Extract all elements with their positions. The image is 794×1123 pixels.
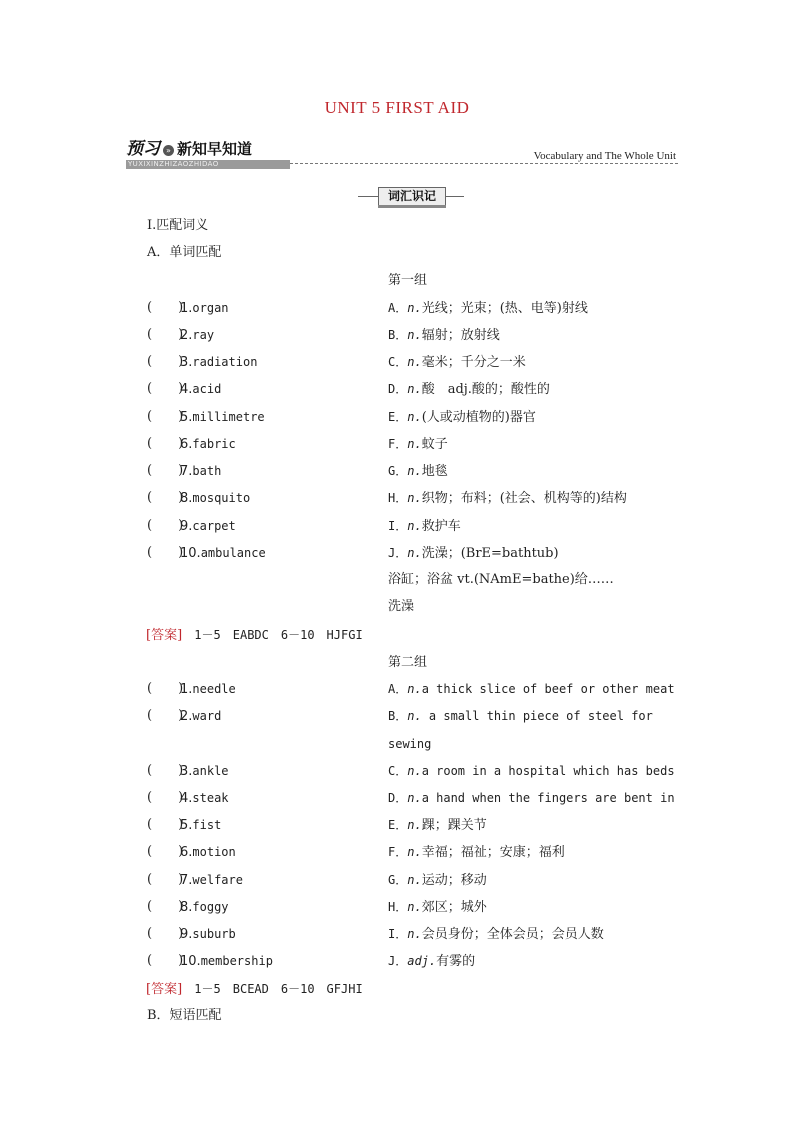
- vocab-word: [180, 300, 229, 317]
- part-of-speech: n.: [407, 818, 422, 832]
- list-item: [0, 899, 794, 917]
- banner-sub-label: 新知早知道: [177, 140, 253, 158]
- definition-text: 洗澡；(BrE=bathtub): [421, 546, 559, 561]
- list-item: [0, 300, 794, 318]
- vocab-word: [180, 463, 221, 480]
- word-text: suburb: [192, 927, 236, 941]
- word-text: ray: [192, 328, 215, 342]
- answer-blank[interactable]: ( ): [147, 463, 184, 478]
- word-text: welfare: [192, 873, 243, 887]
- item-number: 2.: [180, 328, 193, 343]
- part-of-speech: n.: [407, 328, 422, 342]
- list-item: [0, 844, 794, 862]
- item-number: 5.: [180, 818, 193, 833]
- definition-letter: D．: [388, 382, 408, 396]
- word-text: organ: [192, 301, 229, 315]
- definition-text: a room in a hospital which has beds: [421, 764, 675, 778]
- definition-letter: A．: [388, 682, 408, 696]
- vocab-word: [180, 545, 266, 562]
- definition-text: 踝；踝关节: [421, 818, 487, 833]
- vocab-word: [180, 899, 229, 916]
- part-of-speech: n.: [407, 682, 422, 696]
- vocab-word: [180, 381, 221, 398]
- answer-blank[interactable]: ( ): [147, 409, 184, 424]
- definition: [388, 681, 675, 698]
- badge-shadow: [378, 205, 446, 208]
- answer-blank[interactable]: ( ): [147, 545, 184, 560]
- item-number: 10.: [180, 546, 201, 561]
- part-of-speech: n.: [407, 410, 422, 424]
- word-text: fist: [192, 818, 222, 832]
- answer-blank[interactable]: ( ): [147, 518, 184, 533]
- definition-letter: H．: [388, 491, 408, 505]
- definition-letter: B．: [388, 709, 408, 723]
- part-of-speech: n.: [407, 301, 422, 315]
- item-number: 9.: [180, 519, 193, 534]
- vocab-word: [180, 817, 221, 834]
- definition: [388, 436, 448, 453]
- vocab-word: [180, 763, 229, 780]
- answer-blank[interactable]: ( ): [147, 327, 184, 342]
- item-number: 8.: [180, 900, 193, 915]
- part-of-speech: n.: [407, 437, 422, 451]
- vocab-word: [180, 518, 236, 535]
- group2-def-continuation: sewing: [388, 737, 432, 751]
- answer-blank[interactable]: ( ): [147, 953, 184, 968]
- definition-letter: J．: [388, 954, 408, 968]
- definition: [388, 926, 604, 943]
- answer-blank[interactable]: ( ): [147, 354, 184, 369]
- word-text: ward: [192, 709, 222, 723]
- answer-label: [答案]: [146, 982, 183, 997]
- answer-blank[interactable]: ( ): [147, 708, 184, 723]
- word-text: motion: [192, 845, 236, 859]
- part-of-speech: n.: [407, 791, 422, 805]
- list-item: [0, 545, 794, 563]
- chevron-right-icon: »: [163, 145, 174, 156]
- item-number: 7.: [180, 464, 193, 479]
- answer-blank[interactable]: ( ): [147, 817, 184, 832]
- definition-text: a small thin piece of steel for: [421, 709, 653, 723]
- definition-text: 地毯: [421, 464, 448, 479]
- word-text: membership: [200, 954, 273, 968]
- definition-text: 郊区；城外: [421, 900, 487, 915]
- definition-letter: G．: [388, 873, 408, 887]
- list-item: [0, 790, 794, 808]
- definition: [388, 763, 675, 780]
- part-heading-b: B．短语匹配: [147, 1008, 222, 1023]
- answer-blank[interactable]: ( ): [147, 790, 184, 805]
- word-text: mosquito: [192, 491, 251, 505]
- answer-blank[interactable]: ( ): [147, 872, 184, 887]
- list-item: [0, 763, 794, 781]
- definition-text: 救护车: [421, 519, 461, 534]
- word-text: carpet: [192, 519, 236, 533]
- definition-text: (人或动植物的)器官: [421, 410, 536, 425]
- list-item: [0, 409, 794, 427]
- definition-letter: I．: [388, 927, 408, 941]
- section-badge: [358, 187, 464, 205]
- part-of-speech: n.: [407, 845, 422, 859]
- definition: [388, 953, 475, 970]
- word-text: needle: [192, 682, 236, 696]
- definition: [388, 545, 559, 562]
- answer-blank[interactable]: ( ): [147, 436, 184, 451]
- definition-letter: I．: [388, 519, 408, 533]
- definition: [388, 790, 675, 807]
- answer-blank[interactable]: ( ): [147, 300, 184, 315]
- item-number: 1.: [180, 301, 193, 316]
- item-number: 9.: [180, 927, 193, 942]
- part-heading-a: A．单词匹配: [147, 245, 222, 260]
- part-of-speech: n.: [407, 709, 422, 723]
- definition-letter: D．: [388, 791, 408, 805]
- vocab-word: [180, 490, 250, 507]
- vocab-word: [180, 953, 273, 970]
- definition: [388, 490, 627, 507]
- vocab-word: [180, 872, 243, 889]
- item-number: 2.: [180, 709, 193, 724]
- group1-def-continuation-1: 浴缸；浴盆 vt.(NAmE=bathe)给……: [388, 572, 614, 587]
- word-text: ambulance: [200, 546, 266, 560]
- banner-main-label: 预习: [126, 139, 160, 159]
- part-of-speech: n.: [407, 546, 422, 560]
- word-text: acid: [192, 382, 222, 396]
- answer-blank[interactable]: ( ): [147, 381, 184, 396]
- item-number: 4.: [180, 382, 193, 397]
- definition: [388, 872, 487, 889]
- word-text: fabric: [192, 437, 236, 451]
- item-number: 5.: [180, 410, 193, 425]
- banner-dashed-rule: [290, 163, 678, 164]
- definition-text: a thick slice of beef or other meat: [421, 682, 675, 696]
- item-number: 10.: [180, 954, 201, 969]
- part-of-speech: n.: [407, 355, 422, 369]
- item-number: 6.: [180, 845, 193, 860]
- definition: [388, 817, 487, 834]
- section-banner: [126, 138, 290, 170]
- part-of-speech: adj.: [407, 954, 437, 968]
- word-text: steak: [192, 791, 229, 805]
- definition: [388, 844, 565, 861]
- banner-right-caption: Vocabulary and The Whole Unit: [533, 150, 676, 162]
- answer-blank[interactable]: ( ): [147, 490, 184, 505]
- vocab-word: [180, 436, 236, 453]
- list-item: [0, 681, 794, 699]
- page-title: UNIT 5 FIRST AID: [324, 98, 470, 117]
- item-number: 8.: [180, 491, 193, 506]
- group-label-2: 第二组: [388, 655, 428, 670]
- vocab-word: [180, 926, 236, 943]
- list-item: [0, 926, 794, 944]
- definition: [388, 300, 588, 317]
- definition: [388, 409, 536, 426]
- list-item: [0, 518, 794, 536]
- vocab-word: [180, 708, 221, 725]
- list-item: [0, 436, 794, 454]
- list-item: [0, 327, 794, 345]
- definition-letter: A．: [388, 301, 408, 315]
- part-of-speech: n.: [407, 764, 422, 778]
- definition-letter: F．: [388, 437, 408, 451]
- group-label-1: 第一组: [388, 273, 428, 288]
- badge-label: 词汇识记: [378, 187, 446, 206]
- definition-letter: J．: [388, 546, 408, 560]
- item-number: 3.: [180, 355, 193, 370]
- definition-text: a hand when the fingers are bent in: [421, 791, 675, 805]
- part-of-speech: n.: [407, 464, 422, 478]
- definition-text: 蚊子: [421, 437, 448, 452]
- vocab-word: [180, 354, 257, 371]
- definition-letter: E．: [388, 410, 408, 424]
- part-of-speech: n.: [407, 900, 422, 914]
- definition-letter: C．: [388, 355, 408, 369]
- definition: [388, 381, 550, 398]
- word-text: ankle: [192, 764, 229, 778]
- definition-text: 织物；布料；(社会、机构等的)结构: [421, 491, 627, 506]
- definition-text: 幸福；福祉；安康；福利: [421, 845, 565, 860]
- definition-letter: F．: [388, 845, 408, 859]
- definition: [388, 463, 448, 480]
- vocab-word: [180, 844, 236, 861]
- item-number: 6.: [180, 437, 193, 452]
- answer-blank[interactable]: ( ): [147, 926, 184, 941]
- definition-letter: E．: [388, 818, 408, 832]
- definition-text: 辐射；放射线: [421, 328, 500, 343]
- part-of-speech: n.: [407, 927, 422, 941]
- vocab-word: [180, 681, 236, 698]
- word-text: bath: [192, 464, 222, 478]
- definition-text: 有雾的: [436, 954, 476, 969]
- definition-text: 光线；光束；(热、电等)射线: [421, 301, 588, 316]
- word-text: radiation: [192, 355, 258, 369]
- answer-blank[interactable]: ( ): [147, 844, 184, 859]
- word-text: millimetre: [192, 410, 265, 424]
- item-number: 1.: [180, 682, 193, 697]
- vocab-word: [180, 790, 229, 807]
- list-item: [0, 817, 794, 835]
- definition: [388, 708, 653, 725]
- answer-text: 1－5 BCEAD 6－10 GFJHI: [194, 982, 363, 996]
- answer-label: [答案]: [146, 628, 183, 643]
- definition-letter: G．: [388, 464, 408, 478]
- answer-blank[interactable]: ( ): [147, 681, 184, 696]
- definition: [388, 354, 526, 371]
- definition-text: 毫米；千分之一米: [421, 355, 526, 370]
- vocab-word: [180, 327, 214, 344]
- part-of-speech: n.: [407, 382, 422, 396]
- definition: [388, 899, 487, 916]
- part-of-speech: n.: [407, 873, 422, 887]
- list-item: [0, 872, 794, 890]
- part-of-speech: n.: [407, 491, 422, 505]
- part-of-speech: n.: [407, 519, 422, 533]
- answer-line-2: [146, 981, 363, 998]
- list-item: [0, 381, 794, 399]
- vocab-word: [180, 409, 265, 426]
- definition: [388, 518, 461, 535]
- definition: [388, 327, 500, 344]
- answer-line-1: [146, 627, 363, 644]
- answer-blank[interactable]: ( ): [147, 763, 184, 778]
- definition-letter: C．: [388, 764, 408, 778]
- list-item: [0, 354, 794, 372]
- list-item: [0, 463, 794, 481]
- banner-pinyin-strip: YUXIXINZHIZAOZHIDAO: [126, 160, 290, 169]
- answer-blank[interactable]: ( ): [147, 899, 184, 914]
- item-number: 7.: [180, 873, 193, 888]
- word-text: foggy: [192, 900, 229, 914]
- list-item: [0, 708, 794, 726]
- part-heading-i: Ⅰ.匹配词义: [147, 218, 209, 233]
- answer-text: 1－5 EABDC 6－10 HJFGI: [194, 628, 363, 642]
- group1-def-continuation-2: 洗澡: [388, 599, 415, 614]
- definition-letter: B．: [388, 328, 408, 342]
- list-item: [0, 953, 794, 971]
- definition-text: 运动；移动: [421, 873, 487, 888]
- list-item: [0, 490, 794, 508]
- definition-text: 酸 adj.酸的；酸性的: [421, 382, 550, 397]
- item-number: 4.: [180, 791, 193, 806]
- definition-letter: H．: [388, 900, 408, 914]
- item-number: 3.: [180, 764, 193, 779]
- definition-text: 会员身份；全体会员；会员人数: [421, 927, 604, 942]
